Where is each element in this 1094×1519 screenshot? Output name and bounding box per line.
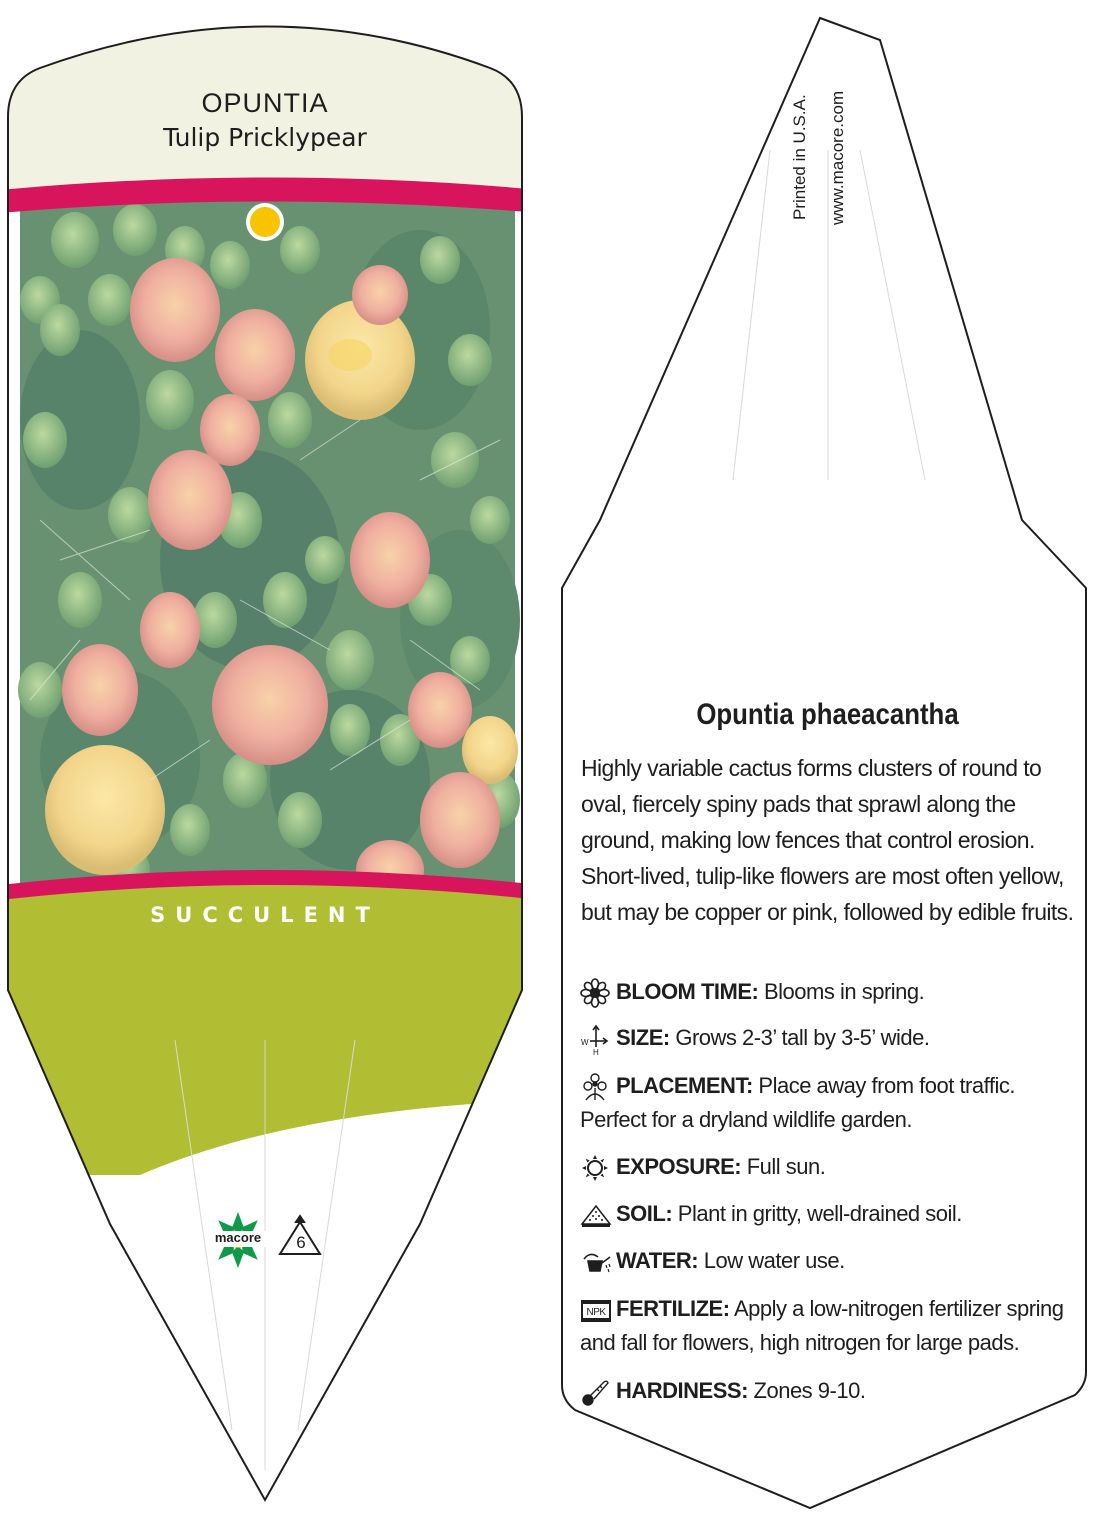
- watering-can-icon: [580, 1247, 616, 1277]
- info-bloom-time: BLOOM TIME: Blooms in spring.: [580, 975, 1080, 1009]
- plant-common-name: Tulip Pricklypear: [163, 123, 367, 152]
- info-hardiness: HARDINESS: Zones 9-10.: [580, 1374, 1080, 1408]
- svg-text:H: H: [593, 1048, 599, 1056]
- plant-description: Highly variable cactus forms clusters of round to oval, fiercely spiny pads that sprawl along the ground, making low fences that control erosion. Short-lived, tulip-like flowers are most often yellow, but may be copper or pink, followed by edible fruits.: [581, 755, 1074, 925]
- sun-icon: [580, 1153, 616, 1183]
- npk-icon: [580, 1296, 616, 1324]
- size-icon: [580, 1023, 616, 1055]
- flower-icon: [580, 978, 616, 1008]
- info-fertilize: NPK FERTILIZE: Apply a low-nitrogen fertilizer spring and fall for flowers, high nitrogen for large pads.: [580, 1296, 1064, 1355]
- info-water: WATER: Low water use.: [580, 1244, 1080, 1278]
- website-url: www.macore.com: [828, 90, 847, 225]
- plant-photo: [18, 195, 520, 900]
- soil-icon: [580, 1200, 616, 1230]
- svg-text:NPK: NPK: [586, 1307, 606, 1319]
- plant-genus-title: OPUNTIA: [201, 88, 329, 118]
- info-soil: SOIL: Plant in gritty, well-drained soil.: [580, 1197, 1080, 1231]
- placement-icon: [580, 1072, 616, 1102]
- plant-category: SUCCULENT: [150, 903, 380, 927]
- svg-text:W: W: [581, 1038, 589, 1048]
- info-exposure: EXPOSURE: Full sun.: [580, 1150, 1080, 1184]
- thermometer-icon: [580, 1377, 616, 1407]
- scientific-name: Opuntia phaeacantha: [696, 698, 959, 731]
- front-tag: [0, 0, 540, 1175]
- info-size: W H SIZE: Grows 2-3’ tall by 3-5’ wide.: [581, 1025, 930, 1056]
- sun-exposure-dot-icon: [246, 203, 284, 241]
- printed-in-note: Printed in U.S.A.: [790, 94, 809, 220]
- brand-logo-text: macore: [214, 1230, 262, 1245]
- info-placement: PLACEMENT: Place away from foot traffic. Perfect for a dryland wildlife garden.: [580, 1073, 1015, 1132]
- recycle-code: 6: [296, 1233, 306, 1252]
